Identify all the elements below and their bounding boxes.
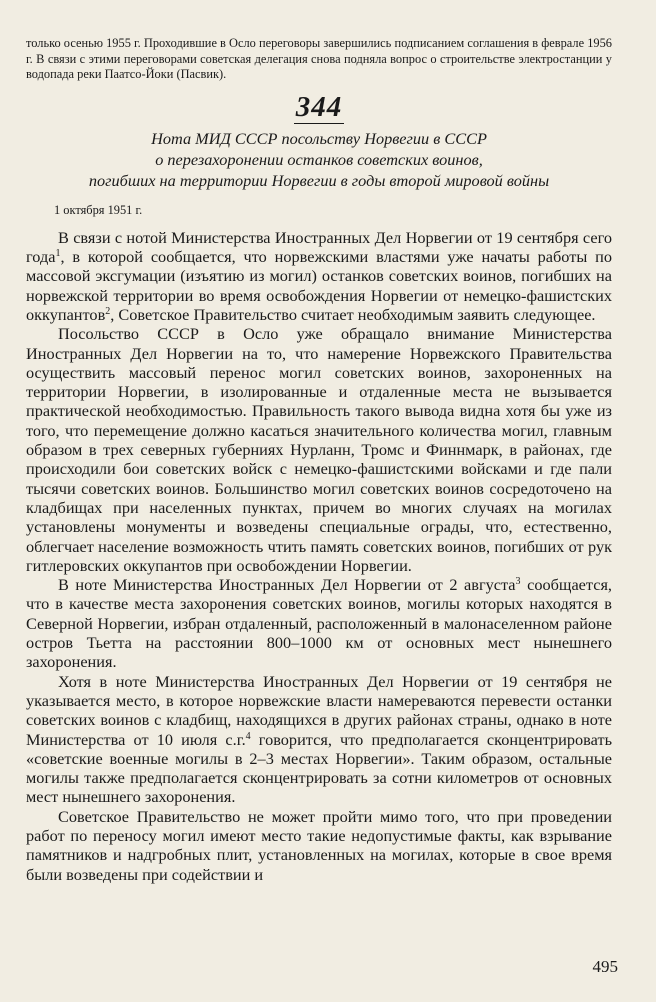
footnote-marker: 4 — [245, 730, 251, 742]
body-paragraph — [26, 807, 612, 884]
paragraph-text: говорится, что предполагается сконцентрировать «советские военные могилы в 2–3 местах Норвегии». Таким образом, остальные могилы также предполагается сконцентрировать за сотни километров от основных мест нынешнего захоронения. — [26, 729, 612, 807]
paragraph-text: Посольство СССР в Осло уже обращало внимание Министерства Иностранных Дел Норвегии на то, что намерение Норвежского Правительства осуществить массовый перенос могил советских воинов, захороненных на территории Норвегии, в изолированные и отдаленные места не вызывается практической необходимостью. Правильность такого вывода видна хотя бы уже из того, что перемещение должно касаться значительного количества могил, главным образом в трех северных губерниях Нурланн, Тромс и Финнмарк, в районах, где происходили бои советских войск с немецко-фашистскими войсками и где пали тысячи советских воинов. Большинство могил советских воинов сосредоточено на кладбищах при населенных пунктах, причем во многих случаях на могилах установлены монументы и возведены специальные ограды, что, естественно, облегчает население возможность чтить память советских воинов, погибших от рук гитлеровских оккупантов при освобождении Норвегии. — [26, 324, 612, 575]
paragraph-text: В ноте Министерства Иностранных Дел Норвегии от 2 августа — [58, 575, 516, 595]
title-line: о перезахоронении останков советских воинов, — [155, 149, 483, 169]
page-number: 495 — [592, 957, 618, 976]
document-number — [26, 92, 612, 122]
footnote-marker: 2 — [105, 305, 111, 317]
document-title — [26, 128, 612, 191]
paragraph-text: сообщается, что в качестве места захоронения советских воинов, могилы которых находятся в Северной Норвегии, избран отдаленный, расположенный в малонаселенном районе остров Тьетта на расстоянии 800–1000 км от основных мест нынешнего захоронения. — [26, 575, 613, 672]
paragraph-text: В связи с нотой Министерства Иностранных Дел Норвегии от 19 сентября сего года — [26, 227, 612, 267]
footnote-marker: 3 — [515, 576, 521, 588]
title-line: Нота МИД СССР посольству Норвегии в СССР — [151, 128, 487, 148]
paragraph-text: Советское Правительство не может пройти мимо того, что при проведении работ по переносу могил имеют место такие недопустимые факты, как взрывание памятников и надгробных плит, установленных на могилах, которые в свое время были возведены при содействии и — [26, 806, 612, 884]
body-paragraph — [26, 228, 612, 324]
body-text — [26, 228, 612, 884]
footnote-marker: 1 — [55, 248, 61, 260]
title-line: погибших на территории Норвегии в годы второй мировой войны — [88, 170, 550, 190]
body-paragraph — [26, 672, 612, 807]
paragraph-text: , Советское Правительство считает необходимым заявить следующее. — [110, 304, 596, 324]
page — [26, 36, 612, 884]
paragraph-text: Хотя в ноте Министерства Иностранных Дел Норвегии от 19 сентября не указывается место, в которое норвежские власти намереваются перевести останки советских воинов с кладбищ, находящихся в других районах страны, однако в ноте Министерства от 10 июля с.г. — [26, 671, 612, 749]
continuation-paragraph: только осенью 1955 г. Проходившие в Осло переговоры завершились подписанием соглашения в феврале 1956 г. В связи с этими переговорами советская делегация снова подняла вопрос о строительстве электростанции у водопада реки Паатсо-Йоки (Пасвик). — [26, 36, 612, 82]
document-number-text: 344 — [295, 90, 343, 123]
body-paragraph — [26, 324, 612, 575]
paragraph-text: , в которой сообщается, что норвежскими властями уже начаты работы по массовой эксгумации (изъятию из могил) останков советских воинов, погибших на норвежской территории во время освобождения Норвегии от немецко-фашистских оккупантов — [26, 247, 612, 324]
body-paragraph — [26, 575, 612, 671]
document-date: 1 октября 1951 г. — [54, 202, 143, 217]
